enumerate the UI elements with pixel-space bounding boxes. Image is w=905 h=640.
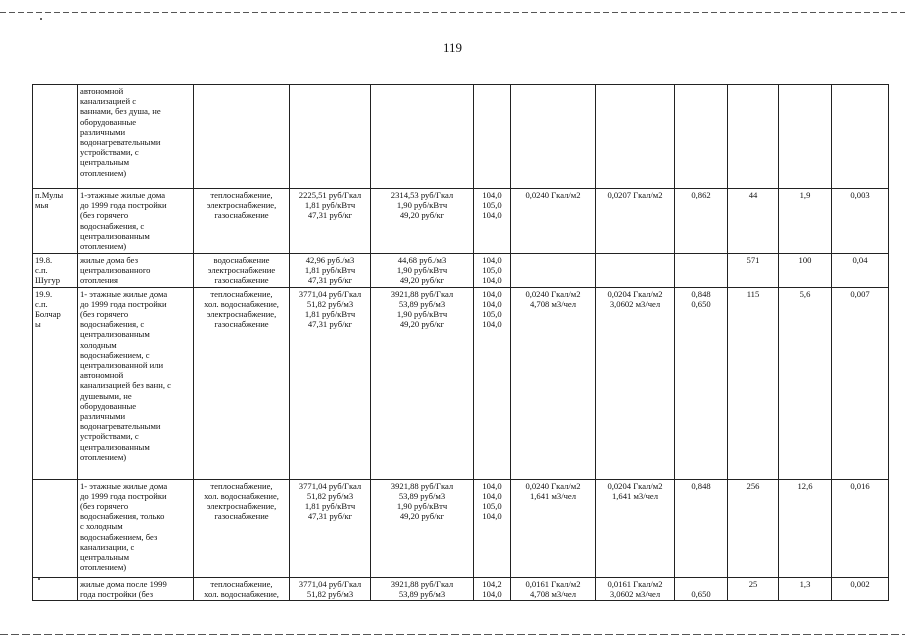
- table-row: [33, 479, 889, 577]
- cell-place: 19.8. с.п. Шугур: [33, 254, 78, 288]
- cell-index: 104,0 104,0 105,0 104,0: [474, 479, 511, 577]
- scan-speck: [40, 18, 42, 20]
- cell-tariff-old: 3771,04 руб/Гкал 51,82 руб/м3: [290, 577, 371, 600]
- cell-category: жилые дома без централизованного отопления: [78, 254, 194, 288]
- cell-c12: 0,007: [832, 287, 889, 479]
- cell-place: 19.9. с.п. Болчар ы: [33, 287, 78, 479]
- cell-norm-new: 0,0204 Гкал/м2 3,0602 м3/чел: [596, 287, 675, 479]
- cell-coef: 0,848: [675, 479, 728, 577]
- cell-norm-old: 0,0240 Гкал/м2 4,708 м3/чел: [511, 287, 596, 479]
- cell-coef: [675, 254, 728, 288]
- page-number: 119: [442, 40, 463, 55]
- cell-coef: [675, 85, 728, 189]
- cell-index: 104,2 104,0: [474, 577, 511, 600]
- cell-place: [33, 479, 78, 577]
- cell-tariff-new: 44,68 руб./м3 1,90 руб/кВтч 49,20 руб/кг: [371, 254, 474, 288]
- cell-tariff-new: 2314,53 руб/Гкал 1,90 руб/кВтч 49,20 руб/кг: [371, 189, 474, 254]
- cell-category: автономной канализацией с ваннами, без душа, не оборудованные различными водонагревательными устройствами, с центральным отоплением): [78, 85, 194, 189]
- cell-services: водоснабжение электроснабжение газоснабжение: [194, 254, 290, 288]
- cell-coef: 0,650: [675, 577, 728, 600]
- cell-c12: [832, 85, 889, 189]
- cell-tariff-old: 3771,04 руб/Гкал 51,82 руб/м3 1,81 руб/кВтч 47,31 руб/кг: [290, 479, 371, 577]
- scan-top-edge: [0, 12, 905, 13]
- cell-index: 104,0 105,0 104,0: [474, 254, 511, 288]
- cell-c11: 1,9: [779, 189, 832, 254]
- cell-services: теплоснабжение, электроснабжение, газоснабжение: [194, 189, 290, 254]
- cell-norm-new: 0,0204 Гкал/м2 1,641 м3/чел: [596, 479, 675, 577]
- cell-place: [33, 85, 78, 189]
- cell-services: [194, 85, 290, 189]
- cell-norm-old: 0,0240 Гкал/м2 1,641 м3/чел: [511, 479, 596, 577]
- cell-norm-old: 0,0161 Гкал/м2 4,708 м3/чел: [511, 577, 596, 600]
- cell-tariff-new: 3921,88 руб/Гкал 53,89 руб/м3 1,90 руб/кВтч 49,20 руб/кг: [371, 287, 474, 479]
- cell-index: [474, 85, 511, 189]
- cell-tariff-old: [290, 85, 371, 189]
- cell-c11: 5,6: [779, 287, 832, 479]
- cell-norm-old: [511, 85, 596, 189]
- cell-c10: 25: [728, 577, 779, 600]
- tariff-table: [32, 84, 889, 601]
- cell-c11: 1,3: [779, 577, 832, 600]
- table-row: [33, 577, 889, 600]
- cell-tariff-old: 3771,04 руб/Гкал 51,82 руб/м3 1,81 руб/кВтч 47,31 руб/кг: [290, 287, 371, 479]
- cell-c10: 571: [728, 254, 779, 288]
- table-row: [33, 254, 889, 288]
- cell-c11: 12,6: [779, 479, 832, 577]
- table-row: [33, 85, 889, 189]
- table-row: [33, 287, 889, 479]
- cell-norm-new: [596, 85, 675, 189]
- table-body: [33, 85, 889, 601]
- table-row: [33, 189, 889, 254]
- cell-tariff-old: 42,96 руб./м3 1,81 руб/кВтч 47,31 руб/кг: [290, 254, 371, 288]
- cell-services: теплоснабжение, хол. водоснабжение, электроснабжение, газоснабжение: [194, 479, 290, 577]
- cell-norm-old: 0,0240 Гкал/м2: [511, 189, 596, 254]
- cell-c11: 100: [779, 254, 832, 288]
- cell-c10: 256: [728, 479, 779, 577]
- cell-category: 1-этажные жилые дома до 1999 года постройки (без горячего водоснабжения, с централизованным отоплением): [78, 189, 194, 254]
- cell-c12: 0,04: [832, 254, 889, 288]
- cell-tariff-old: 2225,51 руб/Гкал 1,81 руб/кВтч 47,31 руб/кг: [290, 189, 371, 254]
- cell-category: 1- этажные жилые дома до 1999 года постройки (без горячего водоснабжения, с централизованным холодным водоснабжением, с централизованной или автономной канализацией без ванн, с душевыми, не оборудованные различными водонагревательными устройствами, с централизованным отоплением): [78, 287, 194, 479]
- cell-norm-new: [596, 254, 675, 288]
- cell-services: теплоснабжение, хол. водоснабжение, электроснабжение, газоснабжение: [194, 287, 290, 479]
- cell-index: 104,0 105,0 104,0: [474, 189, 511, 254]
- cell-c11: [779, 85, 832, 189]
- cell-c10: 115: [728, 287, 779, 479]
- cell-c10: 44: [728, 189, 779, 254]
- cell-c12: 0,016: [832, 479, 889, 577]
- cell-coef: 0,862: [675, 189, 728, 254]
- cell-place: п.Мулы мья: [33, 189, 78, 254]
- cell-coef: 0,848 0,650: [675, 287, 728, 479]
- cell-services: теплоснабжение, хол. водоснабжение,: [194, 577, 290, 600]
- cell-tariff-new: 3921,88 руб/Гкал 53,89 руб/м3: [371, 577, 474, 600]
- scan-bottom-edge: [0, 634, 905, 635]
- cell-c12: 0,003: [832, 189, 889, 254]
- cell-c12: 0,002: [832, 577, 889, 600]
- cell-norm-new: 0,0161 Гкал/м2 3,0602 м3/чел: [596, 577, 675, 600]
- cell-tariff-new: [371, 85, 474, 189]
- cell-category: жилые дома после 1999 года постройки (без: [78, 577, 194, 600]
- cell-index: 104,0 104,0 105,0 104,0: [474, 287, 511, 479]
- cell-c10: [728, 85, 779, 189]
- cell-place: [33, 577, 78, 600]
- cell-norm-old: [511, 254, 596, 288]
- cell-tariff-new: 3921,88 руб/Гкал 53,89 руб/м3 1,90 руб/кВтч 49,20 руб/кг: [371, 479, 474, 577]
- cell-category: 1- этажные жилые дома до 1999 года постройки (без горячего водоснабжения, только с холодным водоснабжением, без канализации, с центральным отоплением): [78, 479, 194, 577]
- cell-norm-new: 0,0207 Гкал/м2: [596, 189, 675, 254]
